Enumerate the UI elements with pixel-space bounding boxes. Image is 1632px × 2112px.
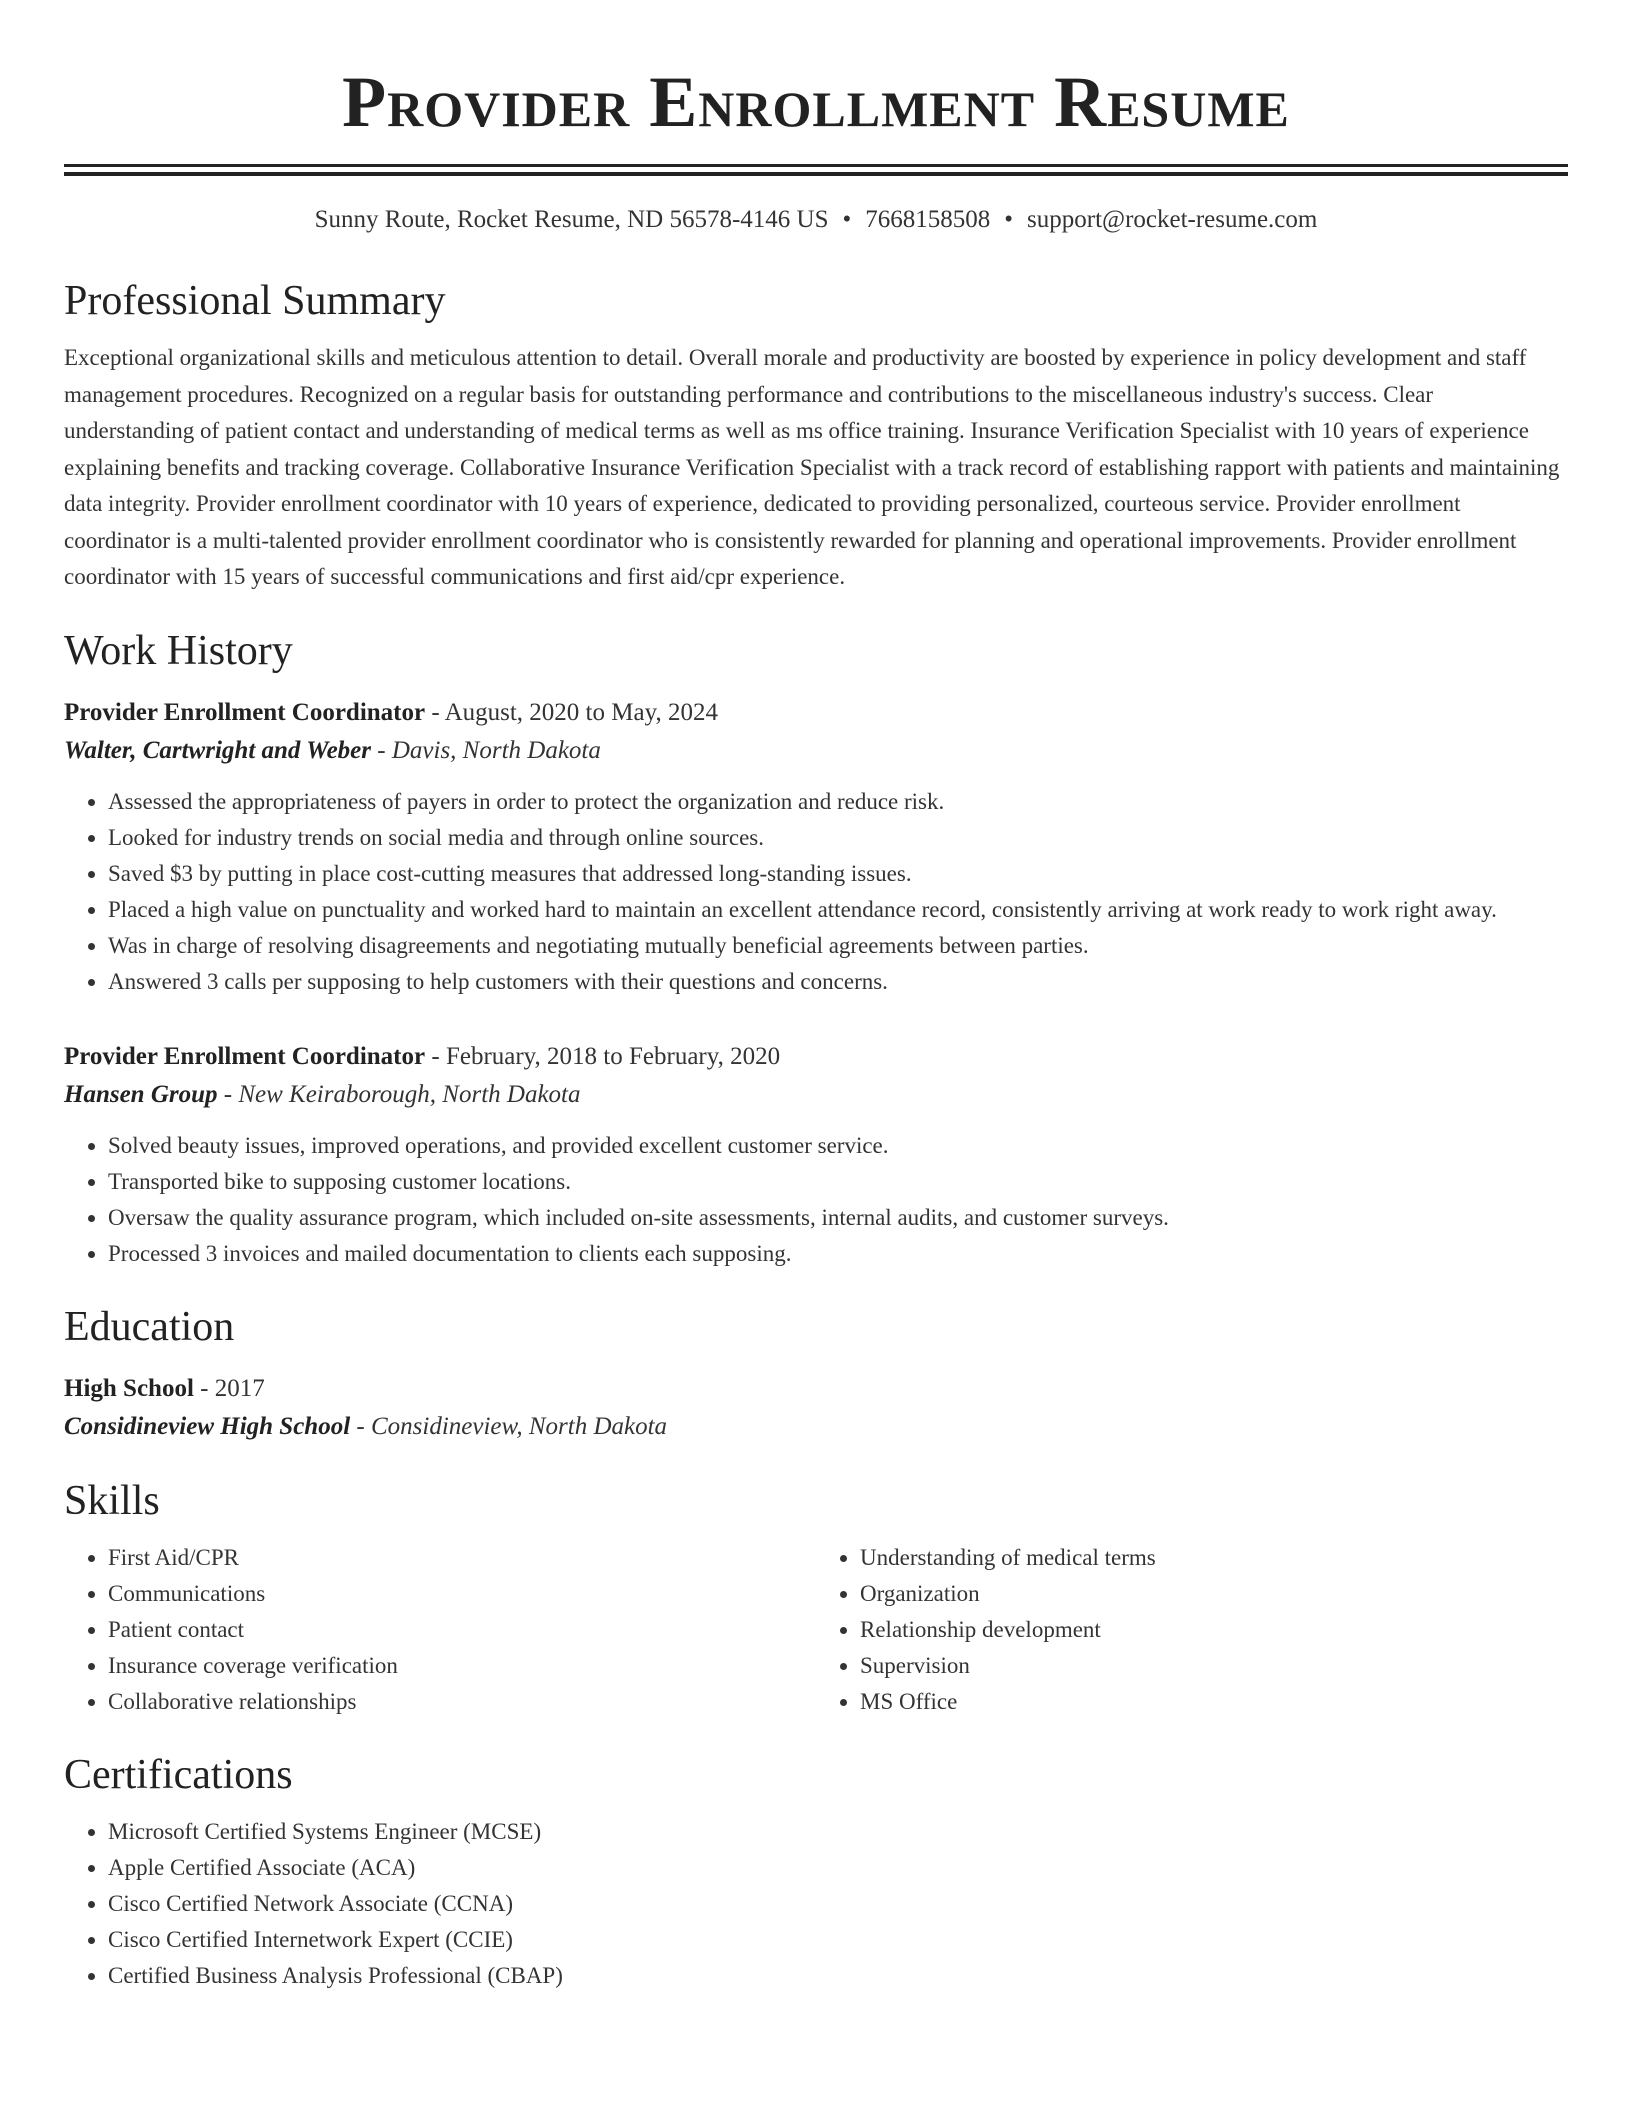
job-title-line [64, 1038, 1568, 1076]
job-company-line [64, 732, 1568, 770]
job-dates: February, 2018 to February, 2020 [445, 1042, 781, 1070]
summary-heading: Professional Summary [64, 278, 446, 324]
skill-item: • Insurance coverage verification [108, 1648, 816, 1684]
certifications-list [64, 1814, 1568, 1994]
dash: - [425, 1042, 446, 1070]
skills-left-column [64, 1540, 816, 1720]
skill-item: • Organization [860, 1576, 1568, 1612]
dash: - [350, 1412, 371, 1440]
skill-item: • Supervision [860, 1648, 1568, 1684]
job-dates: August, 2020 to May, 2024 [444, 698, 718, 726]
education-degree: High School [64, 1374, 194, 1402]
certification-item: • Certified Business Analysis Professional (CBAP) [108, 1958, 1568, 1994]
certification-item: • Apple Certified Associate (ACA) [108, 1850, 1568, 1886]
job-bullet: • Saved $3 by putting in place cost-cutting measures that addressed long-standing issues. [108, 856, 1568, 892]
education-school: Considineview High School [64, 1412, 351, 1440]
job-bullet: • Was in charge of resolving disagreements and negotiating mutually beneficial agreements between parties. [108, 928, 1568, 964]
job-company: Hansen Group [64, 1080, 218, 1108]
resume-title: Provider Enrollment Resume [342, 62, 1290, 142]
certification-item: • Cisco Certified Internetwork Expert (CCIE) [108, 1922, 1568, 1958]
job-bullet: • Oversaw the quality assurance program, which included on-site assessments, internal audits, and customer surveys. [108, 1200, 1568, 1236]
dash: - [193, 1374, 215, 1402]
education-location: Considineview, North Dakota [371, 1412, 668, 1440]
skill-item: • MS Office [860, 1684, 1568, 1720]
job-bullet: • Assessed the appropriateness of payers in order to protect the organization and reduce risk. [108, 784, 1568, 820]
education-degree-line [64, 1370, 1568, 1408]
contact-separator: • [1004, 206, 1014, 233]
job-entry [64, 694, 1568, 1000]
job-location: Davis, North Dakota [391, 736, 601, 764]
contact-email: support@rocket-resume.com [1027, 206, 1318, 233]
job-title: Provider Enrollment Coordinator [64, 698, 426, 726]
certifications-heading: Certifications [64, 1751, 293, 1798]
job-entry [64, 1038, 1568, 1272]
contact-line [64, 204, 1568, 236]
certification-item: • Cisco Certified Network Associate (CCNA) [108, 1886, 1568, 1922]
job-company: Walter, Cartwright and Weber [64, 736, 372, 764]
skill-item: • Collaborative relationships [108, 1684, 816, 1720]
education-year: 2017 [214, 1374, 265, 1402]
job-bullets [64, 1128, 1568, 1272]
job-company-line [64, 1076, 1568, 1114]
dash: - [425, 698, 445, 726]
title-divider [64, 164, 1568, 176]
skills-heading: Skills [64, 1477, 160, 1524]
education-school-line [64, 1408, 1568, 1446]
skill-item: • Communications [108, 1576, 816, 1612]
dash: - [371, 736, 392, 764]
education-heading: Education [64, 1303, 235, 1350]
skills-grid [64, 1540, 1568, 1720]
skills-right-column [816, 1540, 1568, 1720]
contact-phone: 7668158508 [865, 206, 991, 233]
contact-separator: • [842, 206, 852, 233]
job-bullet: • Looked for industry trends on social media and through online sources. [108, 820, 1568, 856]
job-bullet: • Processed 3 invoices and mailed documentation to clients each supposing. [108, 1236, 1568, 1272]
certification-item: • Microsoft Certified Systems Engineer (MCSE) [108, 1814, 1568, 1850]
job-bullet: • Placed a high value on punctuality and worked hard to maintain an excellent attendance record, consistently arriving at work ready to work right away. [108, 892, 1568, 928]
skill-item: • Understanding of medical terms [860, 1540, 1568, 1576]
dash: - [217, 1080, 239, 1108]
work-history-heading: Work History [64, 627, 293, 674]
job-bullet: • Transported bike to supposing customer locations. [108, 1164, 1568, 1200]
education-entry [64, 1370, 1568, 1446]
job-title: Provider Enrollment Coordinator [64, 1042, 426, 1070]
job-bullet: • Answered 3 calls per supposing to help customers with their questions and concerns. [108, 964, 1568, 1000]
skill-item: • First Aid/CPR [108, 1540, 816, 1576]
job-location: New Keiraborough, North Dakota [238, 1080, 581, 1108]
contact-address: Sunny Route, Rocket Resume, ND 56578-4146 US [314, 206, 829, 233]
job-bullets [64, 784, 1568, 1000]
skill-item: • Relationship development [860, 1612, 1568, 1648]
summary-text: Exceptional organizational skills and meticulous attention to detail. Overall morale and productivity are boosted by experience in policy development and staff management procedures. Recognized on a regular basis for outstanding performance and contributions to the miscellaneous industry's success. Clear understanding of patient contact and understanding of medical terms as well as ms office training. Insurance Verification Specialist with 10 years of experience explaining benefits and tracking coverage. Collaborative Insurance Verification Specialist with a track record of establishing rapport with patients and maintaining data integrity. Provider enrollment coordinator with 10 years of experience, dedicated to providing personalized, courteous service. Provider enrollment coordinator is a multi-talented provider enrollment coordinator who is consistently rewarded for planning and operational improvements. Provider enrollment coordinator with 15 years of successful communications and first aid/cpr experience. [64, 345, 1560, 589]
job-bullet: • Solved beauty issues, improved operations, and provided excellent customer service. [108, 1128, 1568, 1164]
job-title-line [64, 694, 1568, 732]
skill-item: • Patient contact [108, 1612, 816, 1648]
